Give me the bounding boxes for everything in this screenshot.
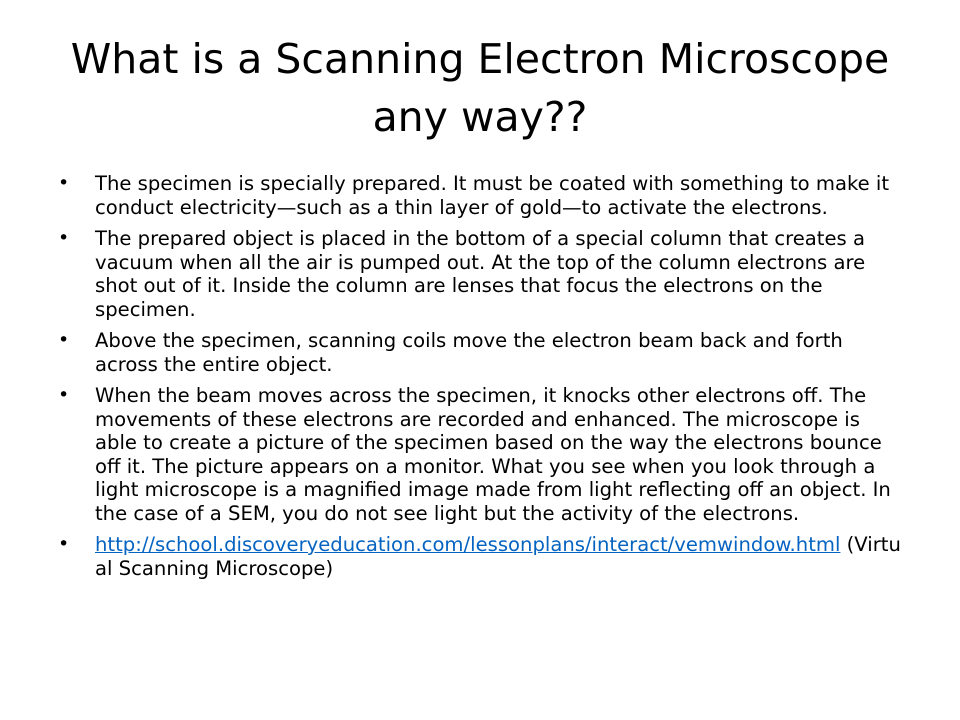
bullet-icon: •: [58, 533, 70, 555]
bullet-text: The specimen is specially prepared. It must be coated with something to make it conduct electricity—such as a thin layer of gold—to activate the electrons.: [95, 172, 890, 219]
virtual-microscope-link[interactable]: http://school.discoveryeducation.com/lessonplans/interact/vemwindow.html: [95, 533, 841, 556]
bullet-item: [58, 227, 908, 321]
bullet-icon: •: [58, 384, 70, 406]
bullet-item: [58, 172, 908, 219]
bullet-list: [58, 172, 908, 588]
bullet-text: The prepared object is placed in the bottom of a special column that creates a vacuum when all the air is pumped out. At the top of the column electrons are shot out of it. Inside the column are lenses that focus the electrons on the specimen.: [95, 227, 866, 321]
bullet-icon: •: [58, 172, 70, 194]
bullet-icon: •: [58, 227, 70, 249]
bullet-item: [58, 384, 908, 525]
bullet-text: When the beam moves across the specimen, it knocks other electrons off. The movements of these electrons are recorded and enhanced. The microscope is able to create a picture of the specimen based on the way the electrons bounce off it. The picture appears on a monitor. What you see when you look through a light microscope is a magnified image made from light reflecting off an object. In the case of a SEM, you do not see light but the activity of the electrons.: [95, 384, 891, 525]
link-description: (Virtual Scanning Microscope): [95, 533, 901, 580]
bullet-item: [58, 329, 908, 376]
bullet-item-link: [58, 533, 908, 580]
bullet-icon: •: [58, 329, 70, 351]
bullet-text: Above the specimen, scanning coils move the electron beam back and forth across the entire object.: [95, 329, 843, 376]
slide-title: What is a Scanning Electron Microscope any way??: [70, 35, 890, 141]
